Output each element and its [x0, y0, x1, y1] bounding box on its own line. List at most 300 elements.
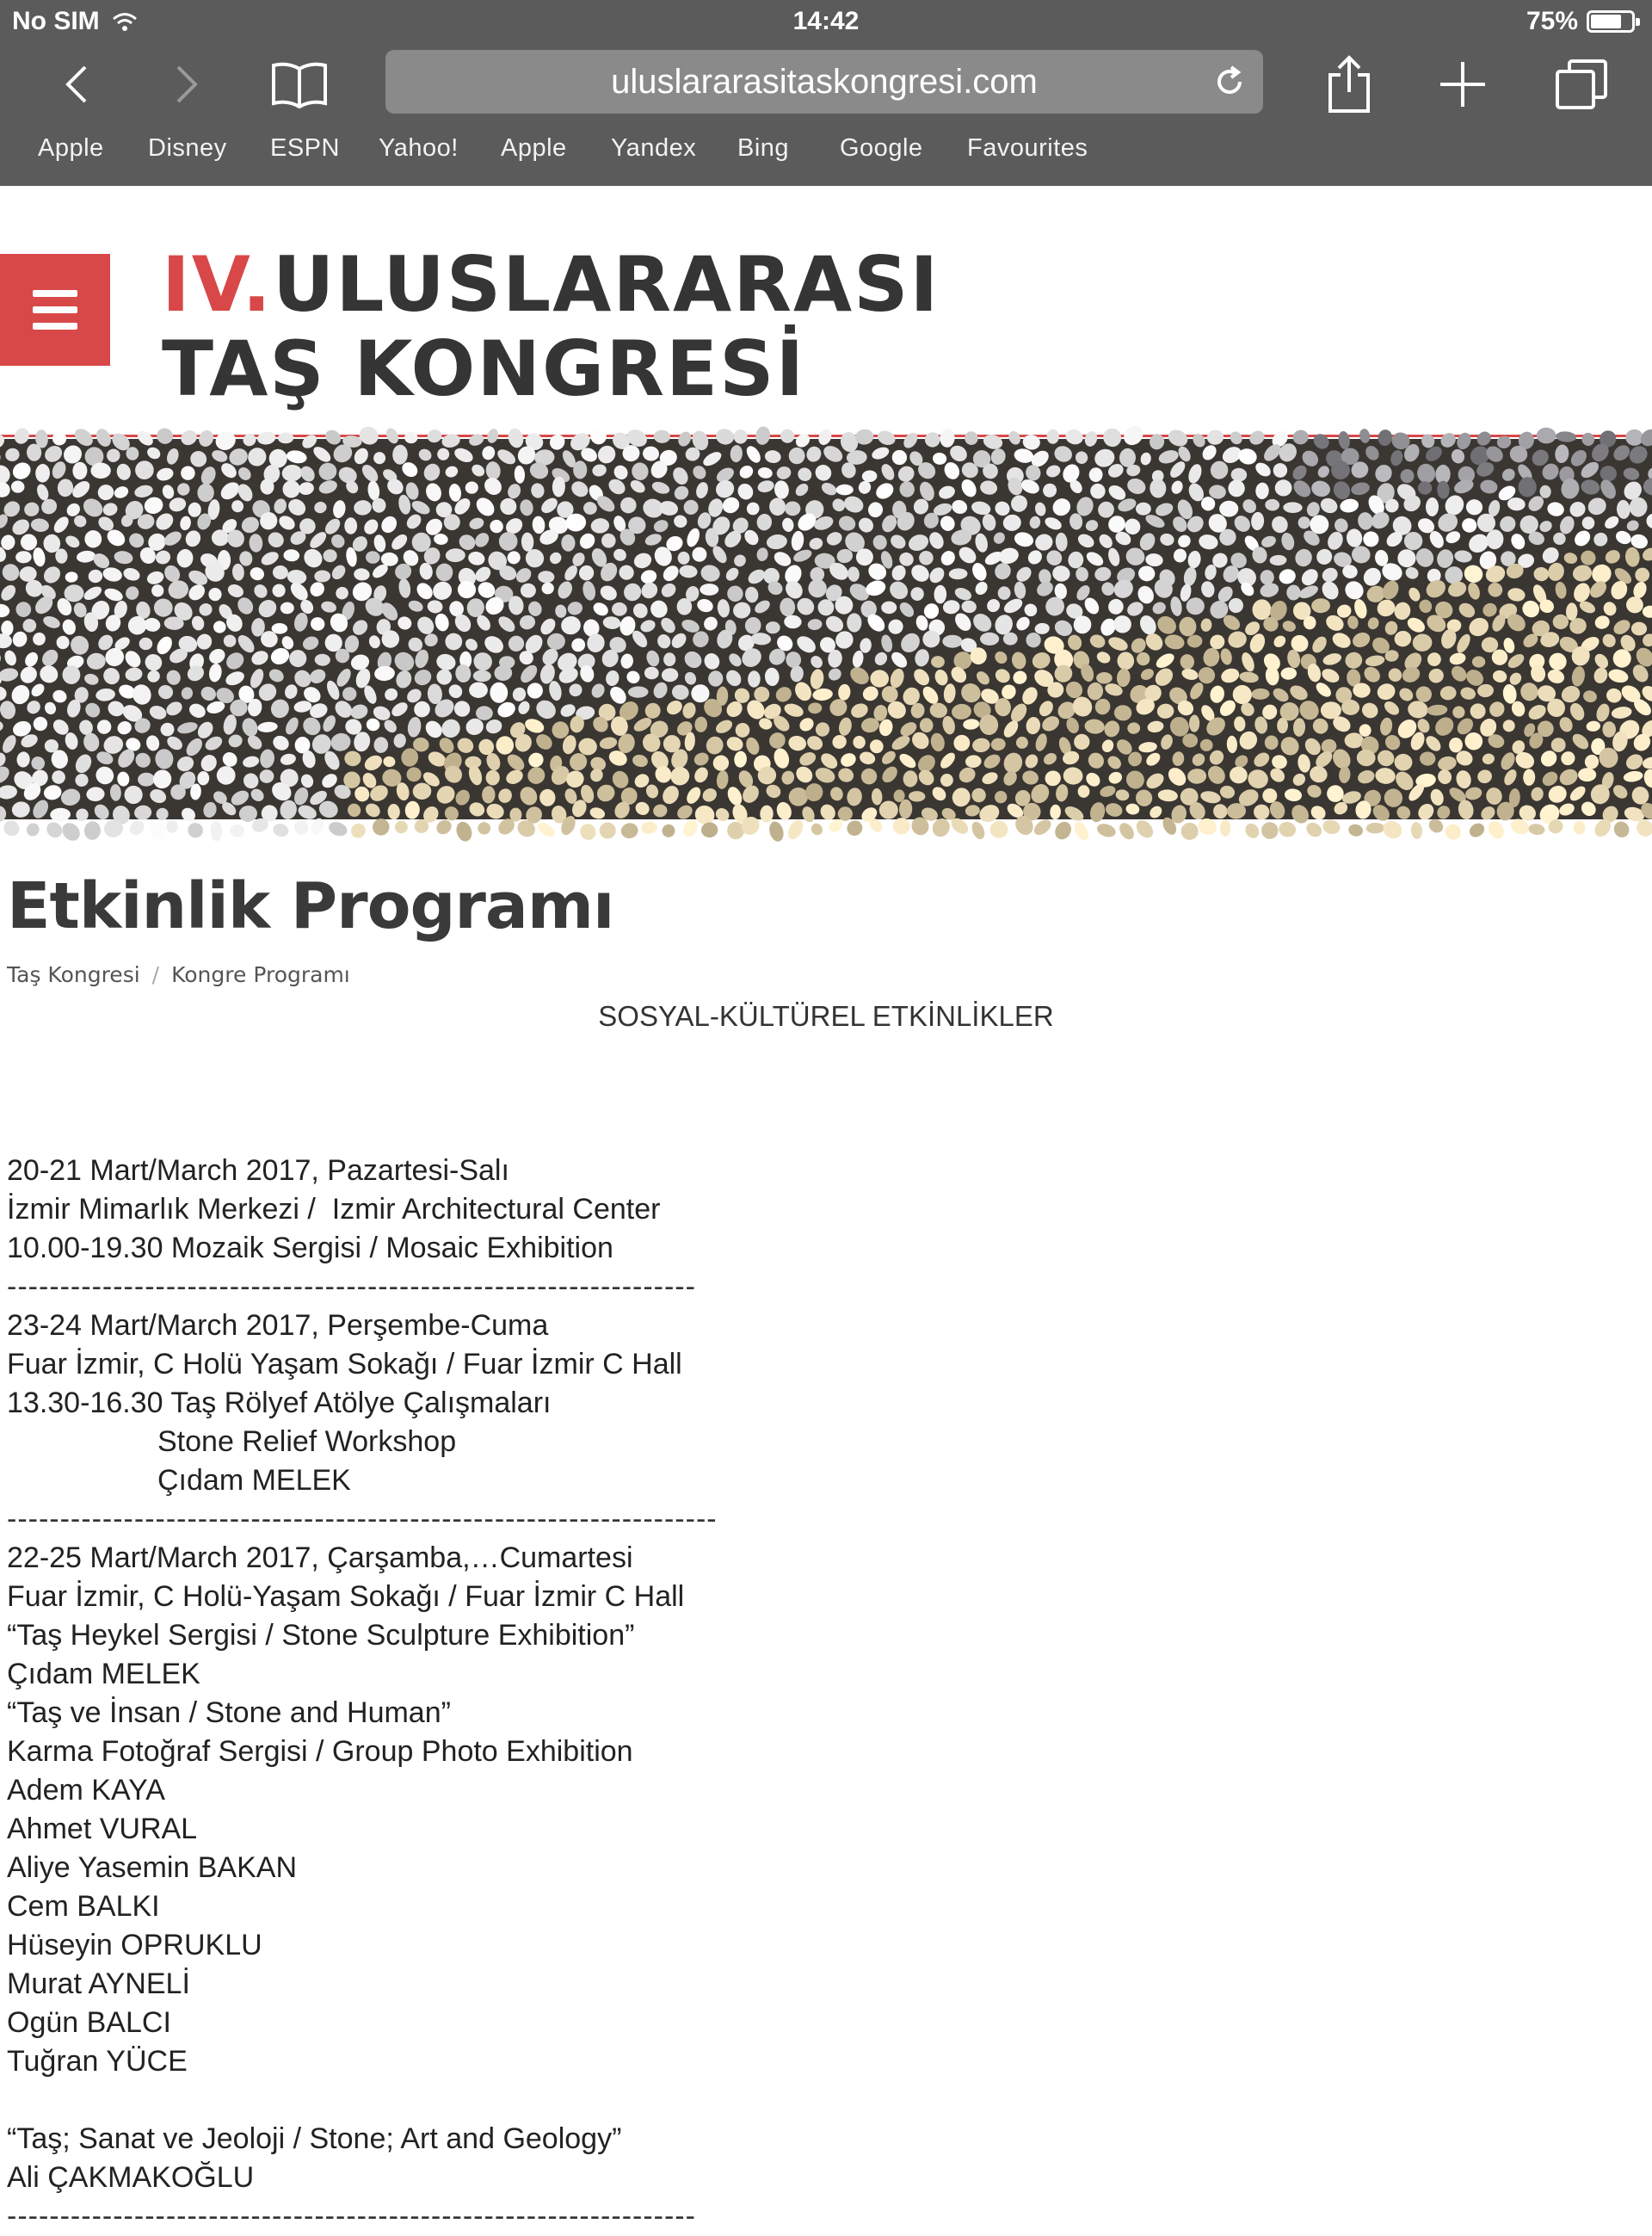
mosaic-stone	[938, 548, 958, 568]
mosaic-stone	[405, 765, 423, 783]
mosaic-stone	[523, 716, 546, 735]
mosaic-stone	[180, 686, 194, 701]
menu-bar-icon	[33, 290, 77, 297]
mosaic-stone	[1310, 634, 1329, 656]
mosaic-stone	[1633, 565, 1652, 584]
mosaic-stone	[30, 797, 52, 821]
mosaic-stone	[809, 668, 825, 690]
mosaic-stone	[658, 615, 678, 636]
mosaic-stone	[1581, 689, 1598, 703]
mosaic-stone	[320, 713, 337, 734]
mosaic-stone	[361, 516, 381, 537]
mosaic-stone	[692, 750, 710, 768]
mosaic-stone	[227, 732, 244, 749]
mosaic-stone	[0, 633, 13, 649]
mosaic-stone	[31, 714, 50, 733]
favorite-link[interactable]: Apple	[501, 134, 567, 163]
favorite-link[interactable]: Favourites	[967, 134, 1088, 163]
mosaic-stone	[927, 565, 947, 586]
mosaic-stone	[1139, 452, 1152, 466]
mosaic-stone	[1407, 700, 1429, 720]
mosaic-stone	[633, 800, 652, 818]
mosaic-stone	[1582, 516, 1595, 529]
mosaic-stone	[258, 769, 274, 784]
mosaic-stone	[495, 447, 518, 467]
mosaic-stone	[837, 683, 851, 701]
mosaic-stone	[808, 653, 824, 670]
program-line: 13.30-16.30 Taş Rölyef Atölye Çalışmaları	[7, 1384, 1039, 1423]
mosaic-stone	[1457, 799, 1475, 821]
mosaic-stone	[764, 449, 782, 464]
mosaic-stone	[923, 431, 941, 449]
mosaic-stone	[898, 480, 915, 497]
mosaic-stone	[1625, 519, 1641, 533]
mosaic-stone	[359, 462, 381, 485]
mosaic-stone	[642, 446, 660, 462]
mosaic-stone	[1078, 785, 1090, 798]
mosaic-stone	[1107, 770, 1125, 786]
mosaic-stone	[617, 563, 637, 583]
mosaic-stone	[1104, 801, 1124, 818]
mosaic-stone	[285, 496, 308, 519]
mosaic-stone	[188, 448, 209, 470]
mosaic-stone	[222, 713, 239, 736]
mosaic-stone	[1172, 547, 1187, 564]
mosaic-stone	[50, 460, 69, 481]
mosaic-stone	[362, 752, 385, 773]
mosaic-stone	[700, 584, 718, 596]
mosaic-stone	[352, 446, 371, 466]
mosaic-stone	[992, 649, 1009, 666]
mosaic-stone	[959, 477, 979, 499]
page-title: Etkinlik Programı	[7, 869, 613, 943]
mosaic-stone	[517, 784, 540, 809]
mosaic-stone	[0, 733, 19, 756]
mosaic-stone	[448, 483, 462, 503]
mosaic-stone	[109, 784, 121, 801]
mosaic-stone	[1427, 817, 1446, 836]
mosaic-stone	[600, 532, 618, 550]
url-bar[interactable]	[385, 50, 1263, 114]
mosaic-stone	[463, 636, 480, 652]
mosaic-stone	[886, 578, 911, 602]
mosaic-stone	[1051, 565, 1071, 584]
mosaic-stone	[800, 805, 817, 824]
mosaic-stone	[768, 497, 786, 516]
mosaic-stone	[242, 755, 261, 769]
breadcrumb-current[interactable]: Kongre Programı	[171, 962, 350, 987]
mosaic-stone	[1116, 668, 1131, 688]
mosaic-stone	[394, 820, 409, 835]
mosaic-stone	[382, 756, 396, 769]
mosaic-stone	[348, 702, 370, 721]
breadcrumb-link[interactable]: Taş Kongresi	[7, 962, 140, 987]
mosaic-stone	[293, 700, 313, 713]
mosaic-stone	[223, 649, 247, 672]
mosaic-stone	[547, 550, 564, 566]
mosaic-stone	[115, 720, 133, 737]
mosaic-stone	[82, 584, 104, 602]
mosaic-stone	[323, 427, 344, 448]
mosaic-stone	[726, 651, 743, 669]
mosaic-stone	[272, 822, 291, 838]
mosaic-stone	[283, 683, 299, 701]
mosaic-stone	[852, 735, 866, 750]
mosaic-stone	[1526, 702, 1549, 723]
mosaic-stone	[1117, 820, 1137, 842]
mosaic-stone	[1228, 479, 1246, 497]
mosaic-stone	[1179, 616, 1197, 636]
new-tab-button[interactable]	[1428, 52, 1497, 117]
mosaic-stone	[239, 514, 262, 535]
mosaic-stone	[1360, 565, 1384, 590]
mosaic-stone	[1094, 565, 1113, 583]
mosaic-stone	[496, 614, 518, 635]
mosaic-stone	[1187, 462, 1205, 485]
mosaic-stone	[152, 510, 176, 534]
mosaic-stone	[164, 668, 182, 687]
mosaic-stone	[881, 601, 897, 614]
mosaic-stone	[1554, 581, 1568, 600]
mosaic-stone	[210, 820, 222, 841]
mosaic-stone	[342, 687, 357, 701]
mosaic-stone	[1374, 767, 1396, 785]
favorite-link[interactable]: Yandex	[611, 134, 696, 163]
mosaic-stone	[684, 785, 704, 806]
mosaic-stone	[652, 803, 669, 818]
mosaic-stone	[230, 498, 246, 515]
mosaic-stone	[1026, 547, 1045, 567]
mosaic-stone	[1044, 769, 1063, 788]
mosaic-stone	[928, 701, 948, 719]
mosaic-stone	[176, 720, 199, 736]
program-line: “Taş; Sanat ve Jeoloji / Stone; Art and Geology”	[7, 2120, 1039, 2159]
mosaic-stone	[1454, 430, 1473, 451]
mosaic-stone	[790, 530, 804, 552]
program-line: İzmir Mimarlık Merkezi / Izmir Architectural Center	[7, 1190, 1039, 1229]
mosaic-stone	[486, 770, 500, 786]
mosaic-stone	[183, 528, 203, 549]
mosaic-stone	[1598, 477, 1619, 501]
program-line: Hüseyin OPRUKLU	[7, 1926, 1039, 1965]
mosaic-stone	[663, 652, 675, 666]
mosaic-stone	[870, 670, 890, 688]
mosaic-stone	[470, 462, 487, 479]
mosaic-stone	[872, 534, 889, 552]
mosaic-stone	[1251, 689, 1270, 701]
mosaic-stone	[343, 750, 361, 768]
mosaic-stone	[154, 806, 171, 823]
mosaic-stone	[320, 600, 337, 614]
mosaic-stone	[847, 566, 860, 583]
mosaic-stone	[404, 800, 421, 820]
mosaic-stone	[1356, 769, 1376, 786]
program-spacer	[7, 2081, 1039, 2120]
mosaic-stone	[407, 598, 425, 614]
mosaic-stone	[1106, 634, 1130, 653]
mosaic-stone	[1427, 667, 1445, 684]
mosaic-stone	[32, 547, 47, 568]
share-button[interactable]	[1315, 52, 1384, 117]
mosaic-stone	[735, 481, 756, 503]
menu-button[interactable]	[0, 254, 110, 366]
site-logo[interactable]	[162, 243, 940, 411]
mosaic-stone	[1271, 686, 1291, 705]
mosaic-stone	[725, 785, 745, 808]
mosaic-stone	[567, 682, 584, 699]
mosaic-stone	[1523, 769, 1536, 786]
mosaic-stone	[942, 635, 962, 648]
mosaic-stone	[1611, 442, 1633, 464]
mosaic-stone	[1127, 722, 1140, 734]
mosaic-stone	[743, 615, 763, 636]
mosaic-stone	[1363, 443, 1382, 463]
mosaic-stone	[186, 581, 208, 603]
mosaic-stone	[1106, 547, 1122, 567]
mosaic-stone	[1287, 683, 1310, 703]
mosaic-stone	[300, 546, 326, 571]
mosaic-stone	[1448, 652, 1467, 667]
mosaic-stone	[133, 805, 152, 821]
mosaic-stone	[309, 615, 326, 632]
mosaic-stone	[1228, 429, 1244, 447]
mosaic-stone	[1485, 580, 1505, 600]
mosaic-stone	[1123, 767, 1148, 792]
mosaic-stone	[789, 788, 809, 806]
mosaic-stone	[889, 649, 910, 670]
mosaic-stone	[760, 805, 774, 823]
mosaic-stone	[724, 583, 746, 604]
mosaic-stone	[1518, 680, 1541, 703]
favorite-link[interactable]: Google	[840, 134, 923, 163]
mosaic-stone	[404, 511, 423, 531]
mosaic-stone	[1205, 763, 1229, 788]
mosaic-stone	[797, 715, 816, 734]
mosaic-stone	[1557, 801, 1576, 818]
mosaic-stone	[1088, 467, 1103, 483]
mosaic-stone	[929, 784, 948, 803]
mosaic-stone	[1199, 789, 1222, 805]
mosaic-stone	[468, 516, 485, 531]
mosaic-stone	[1427, 704, 1448, 716]
mosaic-stone	[590, 517, 610, 534]
mosaic-stone	[1605, 687, 1623, 705]
mosaic-stone	[1347, 615, 1359, 630]
mosaic-stone	[1298, 565, 1322, 589]
mosaic-stone	[702, 651, 723, 672]
mosaic-stone	[943, 683, 957, 704]
mosaic-stone	[1014, 615, 1032, 633]
mosaic-stone	[10, 480, 25, 493]
mosaic-stone	[1269, 554, 1286, 565]
mosaic-stone	[1169, 479, 1185, 496]
mosaic-stone	[909, 791, 926, 802]
mosaic-stone	[1011, 669, 1028, 686]
mosaic-stone	[394, 669, 414, 690]
mosaic-stone	[1063, 804, 1086, 824]
mosaic-stone	[1410, 822, 1422, 840]
mosaic-stone	[1330, 630, 1353, 651]
mosaic-stone	[1030, 650, 1053, 671]
mosaic-stone	[373, 737, 389, 754]
mosaic-stone	[165, 447, 181, 466]
mosaic-stone	[1148, 804, 1165, 820]
mosaic-stone	[296, 803, 318, 822]
mosaic-stone	[804, 576, 830, 602]
hero-mosaic-image	[0, 439, 1652, 819]
mosaic-stone	[1578, 768, 1596, 781]
mosaic-stone	[30, 517, 50, 533]
mosaic-stone	[1187, 769, 1207, 785]
tabs-button[interactable]	[1547, 52, 1616, 117]
mosaic-stone	[307, 666, 328, 686]
mosaic-stone	[766, 534, 788, 551]
mosaic-stone	[49, 768, 67, 786]
mosaic-stone	[73, 772, 89, 788]
mosaic-stone	[989, 820, 1008, 839]
mosaic-stone	[611, 602, 627, 616]
mosaic-stone	[330, 563, 348, 583]
mosaic-stone	[1113, 705, 1132, 722]
mosaic-stone	[1039, 713, 1062, 734]
mosaic-stone	[1339, 497, 1359, 514]
mosaic-stone	[1050, 495, 1074, 519]
mosaic-stone	[57, 479, 74, 497]
mosaic-stone	[42, 783, 63, 801]
bookmarks-button[interactable]	[265, 52, 334, 117]
mosaic-stone	[660, 783, 682, 807]
mosaic-stone	[1199, 580, 1216, 599]
mosaic-stone	[1095, 650, 1113, 665]
mosaic-stone	[1501, 683, 1518, 705]
mosaic-stone	[766, 621, 780, 633]
mosaic-stone	[467, 800, 487, 819]
mosaic-stone	[970, 786, 988, 804]
mosaic-stone	[82, 732, 101, 753]
forward-button[interactable]	[153, 52, 222, 117]
mosaic-stone	[473, 670, 491, 682]
mosaic-stone	[554, 603, 567, 618]
mosaic-stone	[1476, 768, 1493, 785]
mosaic-stone	[349, 617, 370, 638]
mosaic-stone	[1368, 509, 1392, 532]
back-button[interactable]	[41, 52, 110, 117]
mosaic-stone	[890, 733, 912, 753]
mosaic-stone	[366, 551, 381, 565]
mosaic-stone	[0, 564, 1, 586]
mosaic-stone	[60, 618, 77, 637]
mosaic-stone	[52, 431, 67, 447]
mosaic-stone	[333, 584, 350, 602]
mosaic-stone	[1528, 823, 1546, 836]
mosaic-stone	[1273, 463, 1287, 478]
mosaic-stone	[931, 656, 945, 668]
mosaic-stone	[1518, 477, 1537, 497]
mosaic-stone	[1350, 630, 1372, 650]
mosaic-stone	[892, 817, 911, 835]
favorite-link[interactable]: ESPN	[270, 134, 340, 163]
mosaic-stone	[953, 585, 974, 602]
mosaic-stone	[984, 596, 1002, 615]
mosaic-stone	[889, 447, 909, 467]
mosaic-stone	[1034, 622, 1050, 634]
mosaic-stone	[764, 782, 783, 800]
mosaic-stone	[1154, 651, 1177, 670]
mosaic-stone	[251, 582, 269, 601]
mosaic-stone	[685, 527, 702, 549]
mosaic-stone	[993, 666, 1013, 685]
mosaic-stone	[841, 493, 866, 515]
mosaic-stone	[1507, 587, 1526, 602]
mosaic-stone	[504, 767, 526, 787]
mosaic-stone	[1437, 755, 1458, 772]
mosaic-stone	[268, 696, 292, 720]
mosaic-stone	[1159, 532, 1175, 547]
mosaic-stone	[298, 481, 315, 497]
mosaic-stone	[0, 806, 6, 822]
mosaic-stone	[1166, 427, 1191, 449]
mosaic-stone	[1538, 519, 1554, 534]
mosaic-stone	[744, 500, 761, 517]
carrier-label: No SIM	[12, 7, 100, 36]
favorite-link[interactable]: Apple	[38, 134, 104, 163]
mosaic-stone	[591, 600, 611, 618]
mosaic-stone	[454, 820, 475, 843]
mosaic-stone	[1202, 646, 1222, 668]
mosaic-stone	[224, 669, 246, 688]
mosaic-stone	[514, 465, 526, 484]
mosaic-stone	[363, 800, 383, 819]
mosaic-stone	[1291, 477, 1314, 500]
mosaic-stone	[1569, 731, 1591, 752]
mosaic-stone	[1573, 821, 1585, 835]
mosaic-stone	[257, 721, 279, 733]
mosaic-stone	[1186, 597, 1205, 615]
mosaic-stone	[829, 732, 848, 751]
mosaic-stone	[1022, 601, 1040, 619]
mosaic-stone	[433, 533, 448, 546]
mosaic-stone	[1150, 600, 1168, 616]
mosaic-stone	[1283, 502, 1303, 513]
mosaic-stone	[235, 595, 256, 617]
mosaic-stone	[453, 788, 472, 808]
mosaic-stone	[1359, 700, 1381, 720]
mosaic-stone	[88, 569, 103, 584]
mosaic-stone	[86, 787, 105, 802]
mosaic-stone	[1051, 818, 1074, 842]
mosaic-stone	[933, 668, 950, 687]
favorite-link[interactable]: Bing	[737, 134, 789, 163]
mosaic-stone	[919, 718, 933, 733]
mosaic-stone	[1320, 666, 1341, 685]
mosaic-stone	[980, 770, 999, 787]
mosaic-stone	[812, 688, 834, 701]
mosaic-stone	[1372, 461, 1396, 485]
mosaic-stone	[569, 479, 591, 500]
mosaic-stone	[387, 804, 400, 820]
mosaic-stone	[1400, 664, 1422, 685]
mosaic-stone	[744, 586, 760, 604]
favorite-link[interactable]: Yahoo!	[379, 134, 459, 163]
mosaic-stone	[1139, 666, 1156, 682]
mosaic-stone	[661, 668, 678, 683]
mosaic-stone	[497, 496, 519, 517]
breadcrumb-separator: /	[152, 962, 159, 987]
mosaic-stone	[271, 583, 287, 598]
reload-button[interactable]	[1208, 60, 1251, 103]
favorite-link[interactable]: Disney	[148, 134, 227, 163]
mosaic-stone	[186, 821, 205, 840]
